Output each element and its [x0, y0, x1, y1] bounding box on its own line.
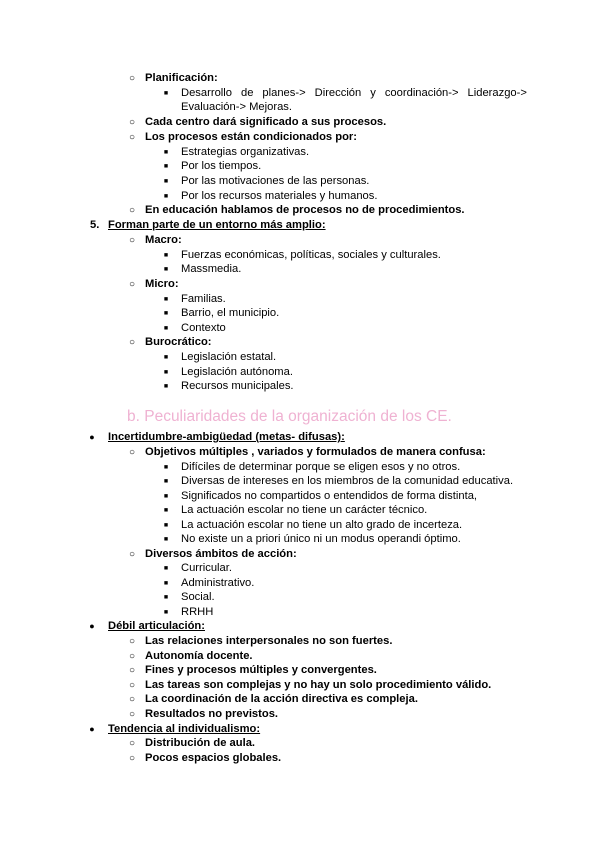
circle-bullet-icon: ○	[128, 205, 136, 216]
square-bullet-icon: ■	[163, 310, 169, 317]
section-b-heading: b. Peculiaridades de la organización de los CE.	[127, 408, 452, 425]
micro-subitem	[0, 292, 600, 307]
ambitos-subitem-text: Curricular.	[181, 562, 232, 574]
macro-subitem-text: Fuerzas económicas, políticas, sociales y culturales.	[181, 249, 441, 261]
tendencia-subitem-text: Pocos espacios globales.	[145, 752, 282, 764]
micro-subitem-text: Familias.	[181, 293, 226, 305]
word: y	[370, 87, 376, 99]
debil-subitem	[0, 692, 600, 707]
square-bullet-icon: ■	[163, 354, 169, 361]
square-bullet-icon: ■	[163, 252, 169, 259]
square-bullet-icon: ■	[163, 266, 169, 273]
square-bullet-icon: ■	[163, 478, 169, 485]
debil-subitem-text: Resultados no previstos.	[145, 708, 279, 720]
ambitos-subitem	[0, 576, 600, 591]
objetivos-label: Objetivos múltiples , variados y formulados de manera confusa:	[145, 446, 486, 458]
macro-item	[0, 233, 600, 248]
planificacion-label: Planificación:	[145, 72, 218, 84]
macro-label: Macro:	[145, 234, 182, 246]
circle-bullet-icon: ○	[128, 709, 136, 720]
circle-bullet-icon: ○	[128, 665, 136, 676]
debil-subitem	[0, 649, 600, 664]
debil-subitem	[0, 663, 600, 678]
tendencia-subitem-text: Distribución de aula.	[145, 737, 256, 749]
circle-bullet-icon: ○	[128, 549, 136, 560]
word: Desarrollo	[181, 87, 232, 99]
procesos-subitem	[0, 189, 600, 204]
ambitos-item	[0, 547, 600, 562]
debil-subitem-text: La coordinación de la acción directiva es compleja.	[145, 693, 418, 705]
micro-label: Micro:	[145, 278, 179, 290]
word: Dirección	[314, 87, 362, 99]
procesos-subitem-text: Estrategias organizativas.	[181, 146, 310, 158]
objetivos-item	[0, 445, 600, 460]
objetivos-subitem	[0, 503, 600, 518]
square-bullet-icon: ■	[163, 594, 169, 601]
square-bullet-icon: ■	[163, 325, 169, 332]
circle-bullet-icon: ○	[128, 279, 136, 290]
point5-label: Forman parte de un entorno más amplio:	[108, 219, 326, 231]
ambitos-subitem-text: RRHH	[181, 606, 214, 618]
tendencia-subitem	[0, 736, 600, 751]
educacion-text: En educación hablamos de procesos no de procedimientos.	[145, 204, 465, 216]
cada-centro-item	[0, 115, 600, 130]
square-bullet-icon: ■	[163, 193, 169, 200]
debil-subitem	[0, 634, 600, 649]
word: coordinación->	[384, 87, 459, 99]
ambitos-label: Diversos ámbitos de acción:	[145, 548, 297, 560]
ambitos-subitem	[0, 590, 600, 605]
square-bullet-icon: ■	[163, 296, 169, 303]
burocratico-subitem	[0, 365, 600, 380]
burocratico-label: Burocrático:	[145, 336, 212, 348]
tendencia-subitem	[0, 751, 600, 766]
burocratico-subitem-text: Legislación autónoma.	[181, 366, 293, 378]
micro-subitem-text: Contexto	[181, 322, 226, 334]
bullet-icon: ●	[89, 621, 95, 631]
debil-subitem-text: Las tareas son complejas y no hay un solo procedimiento válido.	[145, 679, 492, 691]
debil-subitem	[0, 707, 600, 722]
square-bullet-icon: ■	[163, 464, 169, 471]
debil-subitem-text: Las relaciones interpersonales no son fuertes.	[145, 635, 393, 647]
debil-label: Débil articulación:	[108, 620, 205, 632]
tendencia-item	[0, 722, 600, 737]
word: de	[240, 87, 254, 99]
objetivos-subitem-text: Difíciles de determinar porque se eligen esos y no otros.	[181, 461, 461, 473]
circle-bullet-icon: ○	[128, 651, 136, 662]
circle-bullet-icon: ○	[128, 753, 136, 764]
square-bullet-icon: ■	[163, 580, 169, 587]
circle-bullet-icon: ○	[128, 73, 136, 84]
planificacion-subitem-line2	[0, 100, 600, 115]
objetivos-subitem	[0, 532, 600, 547]
square-bullet-icon: ■	[163, 522, 169, 529]
circle-bullet-icon: ○	[128, 636, 136, 647]
word: Liderazgo->	[467, 87, 527, 99]
procesos-item	[0, 130, 600, 145]
bullet-icon: ●	[89, 432, 95, 442]
circle-bullet-icon: ○	[128, 447, 136, 458]
square-bullet-icon: ■	[163, 565, 169, 572]
micro-item	[0, 277, 600, 292]
objetivos-subitem-text: Significados no compartidos o entendidos de forma distinta,	[181, 490, 478, 502]
objetivos-subitem	[0, 474, 600, 489]
square-bullet-icon: ■	[163, 383, 169, 390]
tendencia-label: Tendencia al individualismo:	[108, 723, 261, 735]
micro-subitem-text: Barrio, el municipio.	[181, 307, 280, 319]
debil-subitem-text: Autonomía docente.	[145, 650, 253, 662]
circle-bullet-icon: ○	[128, 117, 136, 128]
square-bullet-icon: ■	[163, 507, 169, 514]
burocratico-subitem	[0, 350, 600, 365]
square-bullet-icon: ■	[163, 163, 169, 170]
circle-bullet-icon: ○	[128, 132, 136, 143]
procesos-label: Los procesos están condicionados por:	[145, 131, 357, 143]
ambitos-subitem	[0, 605, 600, 620]
educacion-item	[0, 203, 600, 218]
debil-subitem	[0, 678, 600, 693]
burocratico-subitem-text: Recursos municipales.	[181, 380, 294, 392]
debil-item	[0, 619, 600, 634]
ambitos-subitem-text: Administrativo.	[181, 577, 255, 589]
planificacion-subitem-line1	[0, 86, 600, 101]
macro-subitem-text: Massmedia.	[181, 263, 242, 275]
procesos-subitem	[0, 174, 600, 189]
ambitos-subitem	[0, 561, 600, 576]
incertidumbre-label: Incertidumbre-ambigüedad (metas- difusas):	[108, 431, 345, 443]
micro-subitem	[0, 306, 600, 321]
square-bullet-icon: ■	[163, 369, 169, 376]
circle-bullet-icon: ○	[128, 337, 136, 348]
objetivos-subitem-text: La actuación escolar no tiene un alto grado de incerteza.	[181, 519, 463, 531]
square-bullet-icon: ■	[163, 178, 169, 185]
planificacion-subitem-continuation: Evaluación-> Mejoras.	[181, 101, 292, 113]
point5-item	[0, 218, 600, 233]
square-bullet-icon: ■	[163, 90, 169, 97]
burocratico-subitem	[0, 379, 600, 394]
objetivos-subitem	[0, 460, 600, 475]
procesos-subitem-text: Por los tiempos.	[181, 160, 262, 172]
planificacion-item	[0, 71, 600, 86]
square-bullet-icon: ■	[163, 493, 169, 500]
debil-subitem-text: Fines y procesos múltiples y convergentes.	[145, 664, 377, 676]
micro-subitem	[0, 321, 600, 336]
macro-subitem	[0, 248, 600, 263]
objetivos-subitem-text: Diversas de intereses en los miembros de la comunidad educativa.	[181, 475, 514, 487]
circle-bullet-icon: ○	[128, 694, 136, 705]
square-bullet-icon: ■	[163, 536, 169, 543]
objetivos-subitem	[0, 518, 600, 533]
incertidumbre-item	[0, 430, 600, 445]
procesos-subitem-text: Por los recursos materiales y humanos.	[181, 190, 378, 202]
objetivos-subitem-text: No existe un a priori único ni un modus operandi óptimo.	[181, 533, 461, 545]
point5-number: 5.	[90, 219, 100, 231]
cada-centro-text: Cada centro dará significado a sus procesos.	[145, 116, 387, 128]
circle-bullet-icon: ○	[128, 235, 136, 246]
circle-bullet-icon: ○	[128, 738, 136, 749]
ambitos-subitem-text: Social.	[181, 591, 215, 603]
macro-subitem	[0, 262, 600, 277]
procesos-subitem	[0, 145, 600, 160]
square-bullet-icon: ■	[163, 149, 169, 156]
square-bullet-icon: ■	[163, 609, 169, 616]
word: planes->	[262, 87, 306, 99]
bullet-icon: ●	[89, 724, 95, 734]
planificacion-subitem-text	[181, 86, 527, 101]
procesos-subitem	[0, 159, 600, 174]
circle-bullet-icon: ○	[128, 680, 136, 691]
objetivos-subitem-text: La actuación escolar no tiene un carácter técnico.	[181, 504, 428, 516]
burocratico-item	[0, 335, 600, 350]
objetivos-subitem	[0, 489, 600, 504]
procesos-subitem-text: Por las motivaciones de las personas.	[181, 175, 370, 187]
burocratico-subitem-text: Legislación estatal.	[181, 351, 277, 363]
